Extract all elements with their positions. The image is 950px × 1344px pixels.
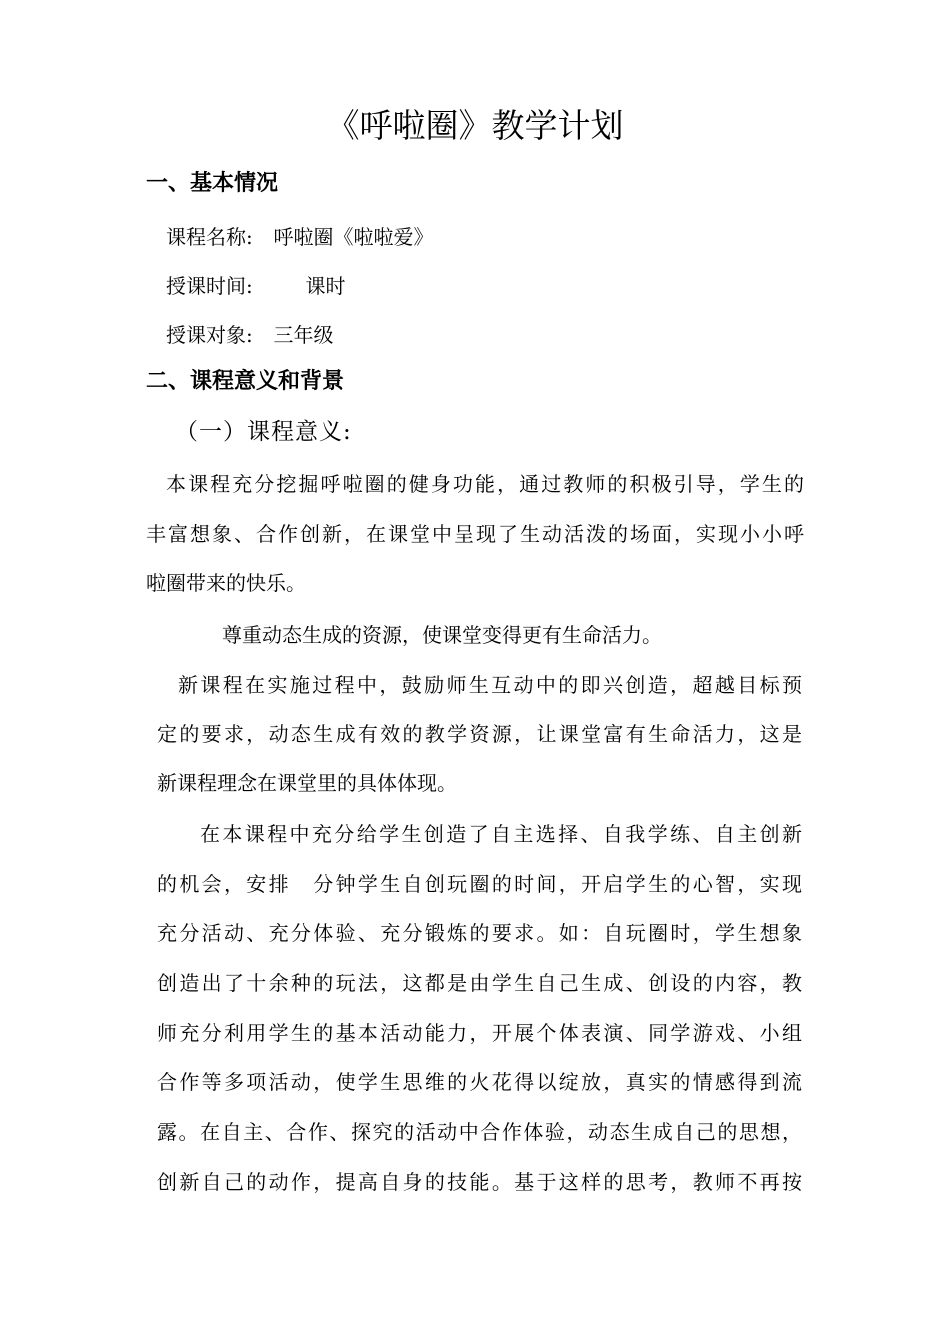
paragraph-4-line-2: 的机会，安排 分钟学生自创玩圈的时间，开启学生的心智，实现 [157, 872, 802, 896]
section-heading-basic-info: 一、基本情况 [146, 171, 279, 196]
paragraph-1-line-3: 啦圈带来的快乐。 [146, 571, 306, 595]
teaching-target-value: 三年级 [273, 323, 334, 347]
teaching-target-label: 授课对象: [166, 323, 253, 347]
paragraph-3-line-1: 新课程在实施过程中，鼓励师生互动中的即兴创造，超越目标预 [178, 673, 802, 697]
paragraph-4-line-7: 露。在自主、合作、探究的活动中合作体验，动态生成自己的思想， [157, 1120, 802, 1144]
paragraph-4-line-3: 充分活动、充分体验、充分锻炼的要求。如：自玩圈时，学生想象 [157, 921, 802, 945]
section-heading-significance: 二、课程意义和背景 [146, 369, 345, 394]
teaching-time-label: 授课时间: [166, 274, 253, 298]
paragraph-3-line-3: 新课程理念在课堂里的具体体现。 [157, 771, 457, 795]
course-name-row [166, 222, 433, 252]
paragraph-4-line-1: 在本课程中充分给学生创造了自主选择、自我学练、自主创新 [200, 822, 802, 846]
paragraph-4-line-5: 师充分利用学生的基本活动能力，开展个体表演、同学游戏、小组 [157, 1021, 802, 1045]
paragraph-2: 尊重动态生成的资源，使课堂变得更有生命活力。 [222, 623, 662, 647]
course-name-value: 呼啦圈《啦啦爱》 [273, 225, 434, 249]
course-name-label: 课程名称: [166, 225, 253, 249]
teaching-time-row [166, 271, 345, 301]
paragraph-3-line-2: 定的要求，动态生成有效的教学资源，让课堂富有生命活力，这是 [157, 722, 802, 746]
teaching-target-row [166, 320, 333, 350]
paragraph-1-line-1: 本课程充分挖掘呼啦圈的健身功能，通过教师的积极引导，学生的 [166, 472, 804, 496]
paragraph-1-line-2: 丰富想象、合作创新，在课堂中呈现了生动活泼的场面，实现小小呼 [146, 522, 804, 546]
teaching-time-value: 课时 [305, 274, 346, 298]
document-title: 《呼啦圈》教学计划 [326, 106, 624, 145]
paragraph-4-line-6: 合作等多项活动，使学生思维的火花得以绽放，真实的情感得到流 [157, 1070, 802, 1094]
sub-heading-course-significance: （一）课程意义: [175, 419, 352, 445]
paragraph-4-line-4: 创造出了十余种的玩法，这都是由学生自己生成、创设的内容，教 [157, 971, 802, 995]
paragraph-4-line-8: 创新自己的动作，提高自身的技能。基于这样的思考，教师不再按 [157, 1170, 802, 1194]
